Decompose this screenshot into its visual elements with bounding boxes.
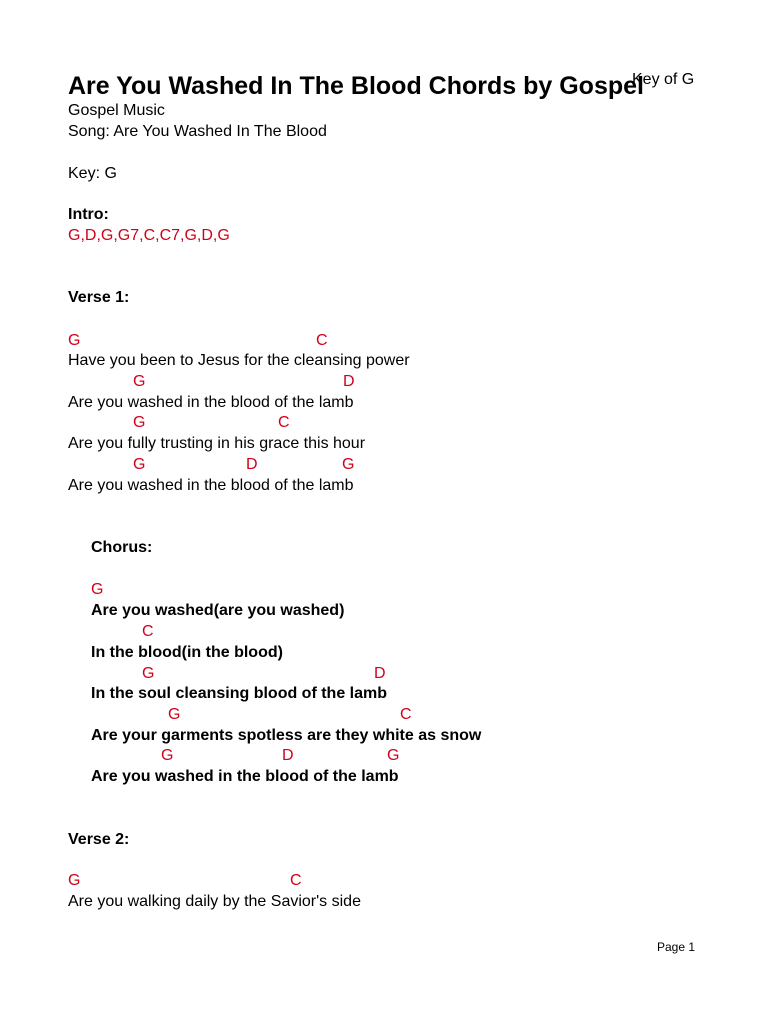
chord: G xyxy=(91,581,104,598)
lyric-line: Are you washed in the blood of the lamb xyxy=(68,477,354,494)
lyric-line: Have you been to Jesus for the cleansing power xyxy=(68,352,410,369)
chord: G xyxy=(133,414,146,431)
lyric-line: Are you washed in the blood of the lamb xyxy=(91,768,399,785)
chorus-label: Chorus: xyxy=(91,539,153,556)
chord: G xyxy=(68,872,81,889)
key-text: Key: G xyxy=(68,165,117,182)
lyric-line: Are you washed in the blood of the lamb xyxy=(68,394,354,411)
chord: G xyxy=(342,456,355,473)
chord: D xyxy=(246,456,258,473)
lyric-line: Are you fully trusting in his grace this hour xyxy=(68,435,366,452)
chord: G xyxy=(133,373,146,390)
chord: C xyxy=(278,414,290,431)
chord: G xyxy=(168,706,181,723)
verse2-label: Verse 2: xyxy=(68,831,130,848)
lyric-line: In the soul cleansing blood of the lamb xyxy=(91,685,388,702)
intro-label: Intro: xyxy=(68,206,109,223)
chord: C xyxy=(290,872,302,889)
chord: D xyxy=(374,665,386,682)
chord: G xyxy=(133,456,146,473)
lyric-line: In the blood(in the blood) xyxy=(91,644,283,661)
chord: C xyxy=(142,623,154,640)
page-title: Are You Washed In The Blood Chords by Gospel xyxy=(68,72,644,100)
lyric-line: Are you walking daily by the Savior's side xyxy=(68,893,361,910)
key-of-label: Key of G xyxy=(632,71,695,88)
chord: D xyxy=(282,747,294,764)
page-number: Page 1 xyxy=(657,940,696,954)
song-text: Song: Are You Washed In The Blood xyxy=(68,123,327,140)
chord: G xyxy=(387,747,400,764)
verse1-label: Verse 1: xyxy=(68,289,130,306)
chord: C xyxy=(400,706,412,723)
lyric-line: Are your garments spotless are they white as snow xyxy=(91,727,482,744)
chord: C xyxy=(316,332,328,349)
chord: G xyxy=(68,332,81,349)
chord: G xyxy=(161,747,174,764)
intro-chords: G,D,G,G7,C,C7,G,D,G xyxy=(68,227,230,244)
lyric-line: Are you washed(are you washed) xyxy=(91,602,345,619)
chord: G xyxy=(142,665,155,682)
genre-text: Gospel Music xyxy=(68,102,165,119)
chord: D xyxy=(343,373,355,390)
